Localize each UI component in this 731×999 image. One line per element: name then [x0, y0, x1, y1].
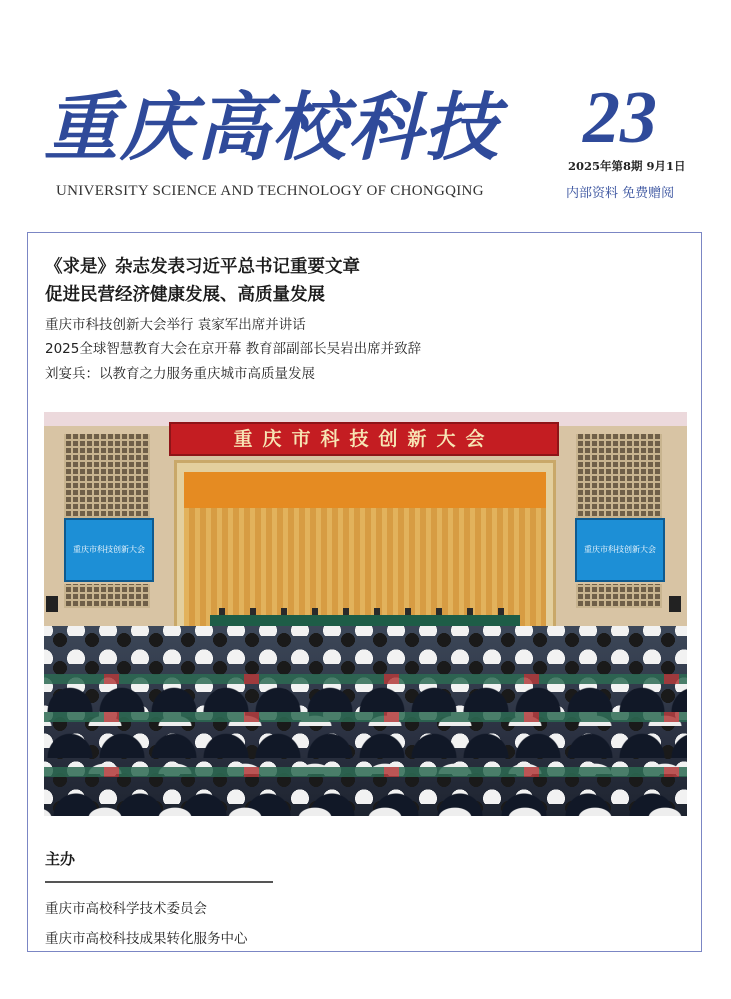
lattice-panel-right-lower: [576, 584, 662, 608]
screen-right: 重庆市科技创新大会: [575, 518, 665, 582]
lattice-panel-left: [64, 434, 150, 518]
seat-row: [44, 796, 687, 816]
masthead-subtitle: UNIVERSITY SCIENCE AND TECHNOLOGY OF CHONGQING: [56, 183, 484, 199]
desk-row: [44, 767, 687, 777]
organizer-label: 主办: [45, 850, 76, 868]
headline-sub-3[interactable]: 刘宴兵：以教育之力服务重庆城市高质量发展: [45, 366, 315, 382]
desk-row: [44, 674, 687, 684]
organizer-item: 重庆市高校科学技术委员会: [45, 901, 207, 917]
masthead-title: 重庆高校科技: [44, 85, 500, 171]
speaker-left: [46, 596, 58, 612]
cover-photo: [44, 412, 687, 816]
issue-date: 2025年第8期 9月1日: [568, 159, 686, 173]
headline-main-1[interactable]: 《求是》杂志发表习近平总书记重要文章: [45, 257, 360, 277]
event-banner: 重庆市科技创新大会: [169, 422, 559, 456]
lattice-panel-right: [576, 434, 662, 518]
headline-sub-2[interactable]: 2025全球智慧教育大会在京开幕 教育部副部长吴岩出席并致辞: [45, 341, 422, 357]
organizer-divider: [45, 881, 273, 883]
issue-note: 内部资料 免费赠阅: [566, 186, 675, 201]
issue-number: 23: [583, 77, 657, 159]
headline-main-2[interactable]: 促进民营经济健康发展、高质量发展: [45, 285, 325, 305]
headline-sub-1[interactable]: 重庆市科技创新大会举行 袁家军出席并讲话: [45, 317, 306, 333]
stage-valance: [184, 472, 546, 508]
speaker-right: [669, 596, 681, 612]
desk-row: [44, 712, 687, 722]
lattice-panel-left-lower: [64, 584, 150, 608]
organizer-item: 重庆市高校科技成果转化服务中心: [45, 931, 248, 947]
screen-left: 重庆市科技创新大会: [64, 518, 154, 582]
